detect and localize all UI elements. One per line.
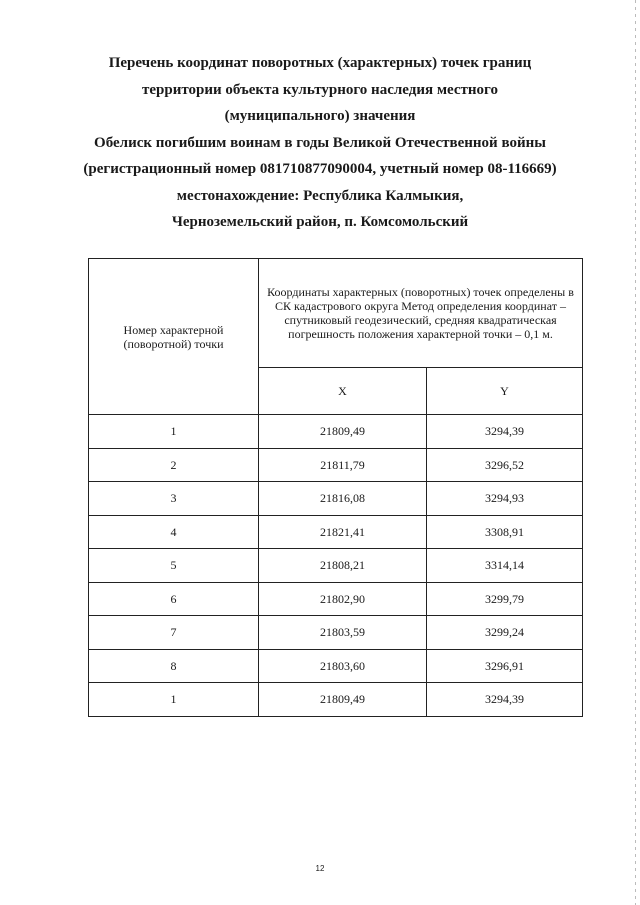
table-row — [89, 582, 583, 616]
point-number: 6 — [89, 582, 259, 616]
table-row — [89, 683, 583, 717]
coord-y: 3299,24 — [427, 616, 583, 650]
coord-x: 21816,08 — [259, 482, 427, 516]
point-number: 4 — [89, 515, 259, 549]
coord-x: 21803,60 — [259, 649, 427, 683]
coord-y: 3294,39 — [427, 683, 583, 717]
title-line: Перечень координат поворотных (характерных) точек границ — [108, 55, 532, 71]
table-row — [89, 415, 583, 449]
page-number: 12 — [315, 864, 325, 873]
coord-x: 21811,79 — [259, 448, 427, 482]
coord-y: 3294,39 — [427, 415, 583, 449]
table-header-row — [89, 259, 583, 368]
coord-y: 3296,52 — [427, 448, 583, 482]
coord-y: 3294,93 — [427, 482, 583, 516]
coord-x: 21803,59 — [259, 616, 427, 650]
title-line: территории объекта культурного наследия местного — [142, 81, 498, 98]
table-row — [89, 649, 583, 683]
title-line: (муниципального) значения — [224, 108, 416, 124]
coord-y: 3296,91 — [427, 649, 583, 683]
document-title — [60, 50, 580, 236]
coord-y: 3299,79 — [427, 582, 583, 616]
table-row — [89, 549, 583, 583]
header-x: X — [259, 368, 427, 415]
coord-x: 21809,49 — [259, 683, 427, 717]
scan-edge-line — [635, 0, 636, 905]
coord-y: 3308,91 — [427, 515, 583, 549]
title-line: местонахождение: Республика Калмыкия, — [176, 187, 464, 204]
coord-x: 21821,41 — [259, 515, 427, 549]
coord-x: 21809,49 — [259, 415, 427, 449]
table-row — [89, 616, 583, 650]
header-method: Координаты характерных (поворотных) точек определены в СК кадастрового округа Метод определения координат – спутниковый геодезический, средняя квадратическая погрешность положения характерной точки – 0,1 м. — [259, 259, 583, 368]
point-number: 8 — [89, 649, 259, 683]
header-y: Y — [427, 368, 583, 415]
title-line: (регистрационный номер 081710877090004, учетный номер 08-116669) — [83, 161, 557, 177]
point-number: 2 — [89, 448, 259, 482]
title-line: Черноземельский район, п. Комсомольский — [171, 214, 469, 230]
title-line: Обелиск погибшим воинам в годы Великой Отечественной войны — [94, 134, 546, 151]
point-number: 5 — [89, 549, 259, 583]
coord-x: 21802,90 — [259, 582, 427, 616]
point-number: 3 — [89, 482, 259, 516]
coord-x: 21808,21 — [259, 549, 427, 583]
table-row — [89, 482, 583, 516]
table-row — [89, 448, 583, 482]
header-point-number: Номер характерной (поворотной) точки — [89, 259, 259, 415]
coordinates-table — [88, 258, 583, 717]
coord-y: 3314,14 — [427, 549, 583, 583]
point-number: 1 — [89, 415, 259, 449]
table-row — [89, 515, 583, 549]
point-number: 1 — [89, 683, 259, 717]
point-number: 7 — [89, 616, 259, 650]
